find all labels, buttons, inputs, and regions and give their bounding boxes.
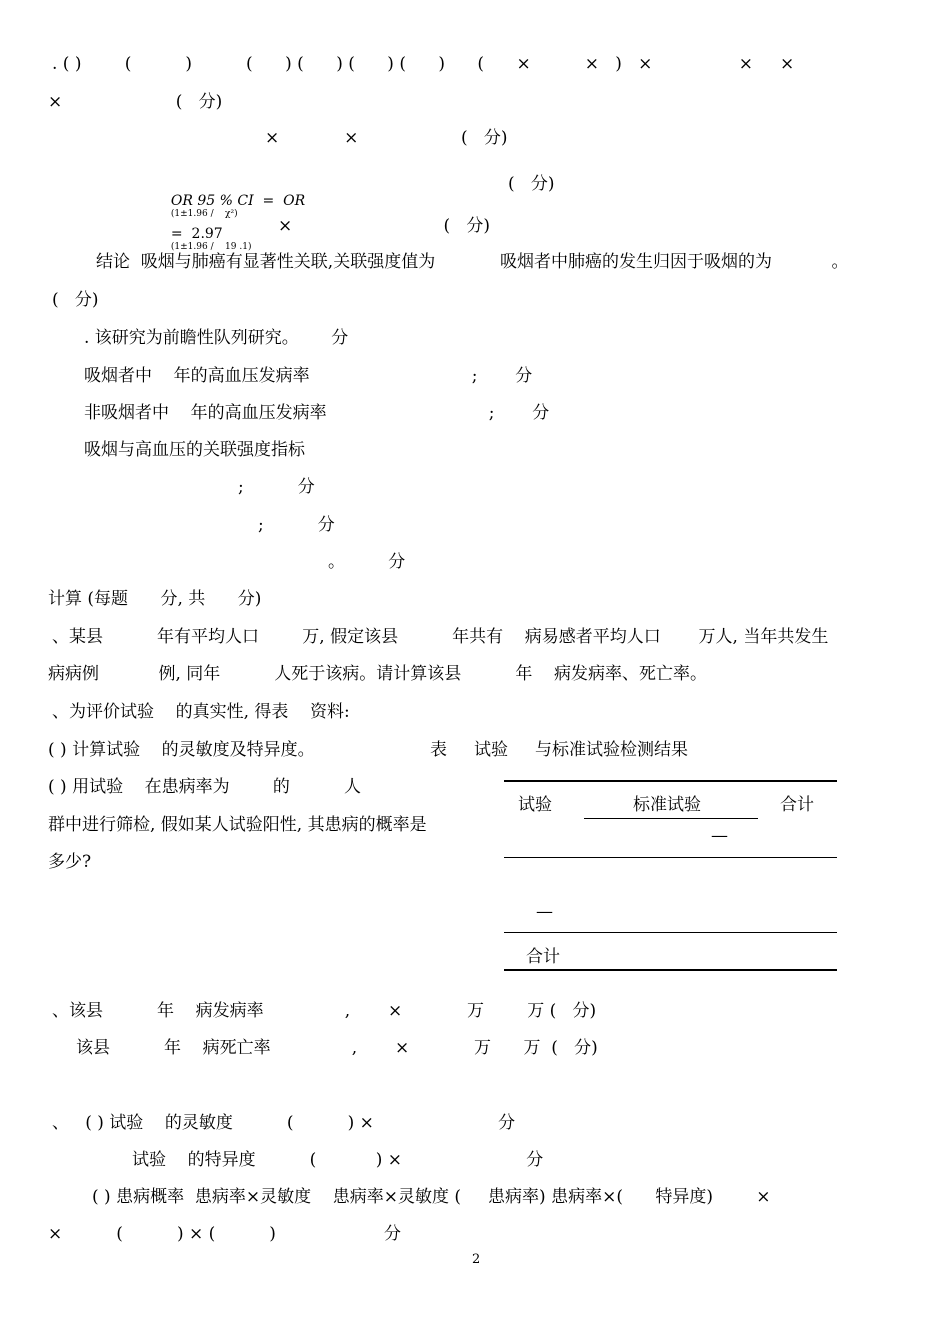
association-line-1: ; 分 xyxy=(238,477,315,497)
answer-incidence-line: 、该县 年 病发病率 , × 万 万 ( 分) xyxy=(52,1001,597,1021)
formula-exponent-1: (1±1.96 / χ²) xyxy=(170,209,238,219)
answer-probability-calc: × ( ) × ( ) 分 xyxy=(48,1224,402,1244)
table-header-total: 合计 xyxy=(780,795,814,815)
conclusion-score: ( 分) xyxy=(52,290,99,310)
question-1-line-a: 、某县 年有平均人口 万, 假定该县 年共有 病易感者平均人口 万人, 当年共发生 xyxy=(52,627,829,647)
answer-probability-line: ( ) 患病概率 患病率×灵敏度 患病率×灵敏度 ( 患病率) 患病率×( 特异度) × xyxy=(92,1187,771,1207)
question-2-part-2-b: 群中进行筛检, 假如某人试验阳性, 其患病的概率是 xyxy=(48,815,427,835)
answer-specificity-line: 试验 的特异度 ( ) × 分 xyxy=(132,1150,544,1170)
conclusion-line: 结论 吸烟与肺癌有显著性关联,关联强度值为 吸烟者中肺癌的发生归因于吸烟的为 。 xyxy=(96,252,849,272)
table-row-negative: — xyxy=(536,902,553,922)
table-caption: 表 试验 与标准试验检测结果 xyxy=(430,740,689,760)
smoker-incidence-line: 吸烟者中 年的高血压发病率 ; 分 xyxy=(84,366,533,386)
association-line-2: ; 分 xyxy=(258,515,335,535)
table-total-rule xyxy=(504,932,837,933)
study-type-line: . 该研究为前瞻性队列研究。 分 xyxy=(84,328,349,348)
table-header-test: 试验 xyxy=(518,795,552,815)
table-header-standard: 标准试验 xyxy=(633,795,701,815)
answer-line-1: . ( ) ( ) ( ) ( ) ( ) ( ) ( × × ) × × × xyxy=(52,54,795,74)
table-row-total: 合计 xyxy=(526,947,560,967)
nonsmoker-incidence-line: 非吸烟者中 年的高血压发病率 ; 分 xyxy=(84,403,550,423)
table-subheader-rule xyxy=(584,818,758,819)
table-bottom-rule xyxy=(504,969,837,971)
answer-mortality-line: 该县 年 病死亡率 , × 万 万 ( 分) xyxy=(76,1038,598,1058)
formula-exponent-2: (1±1.96 / 19 .1) xyxy=(170,241,252,252)
answer-line-5: × ( 分) xyxy=(278,216,491,236)
question-1-line-b: 病病例 例, 同年 人死于该病。请计算该县 年 病发病率、死亡率。 xyxy=(48,664,707,684)
answer-sensitivity-line: 、 ( ) 试验 的灵敏度 ( ) × 分 xyxy=(52,1113,516,1133)
question-2-intro: 、为评价试验 的真实性, 得表 资料: xyxy=(52,702,350,722)
section-heading-calculation: 计算 (每题 分, 共 分) xyxy=(48,589,262,609)
question-2-part-2-a: ( ) 用试验 在患病率为 的 人 xyxy=(48,777,361,797)
association-strength-heading: 吸烟与高血压的关联强度指标 xyxy=(84,440,305,460)
formula-equals-value: = 2.97 xyxy=(170,225,223,242)
table-top-rule xyxy=(504,780,837,782)
question-2-part-1: ( ) 计算试验 的灵敏度及特异度。 xyxy=(48,740,315,760)
table-header-rule xyxy=(504,857,837,858)
formula-lhs: OR 95 % CI = OR xyxy=(170,193,306,209)
question-2-part-2-c: 多少? xyxy=(48,852,92,872)
association-line-3: 。 分 xyxy=(328,552,406,572)
answer-line-3: × × ( 分) xyxy=(265,128,508,148)
formula-score: ( 分) xyxy=(508,174,555,194)
answer-line-2: × ( 分) xyxy=(48,92,223,112)
table-header-negative: — xyxy=(711,826,728,846)
page-number: 2 xyxy=(472,1252,481,1267)
